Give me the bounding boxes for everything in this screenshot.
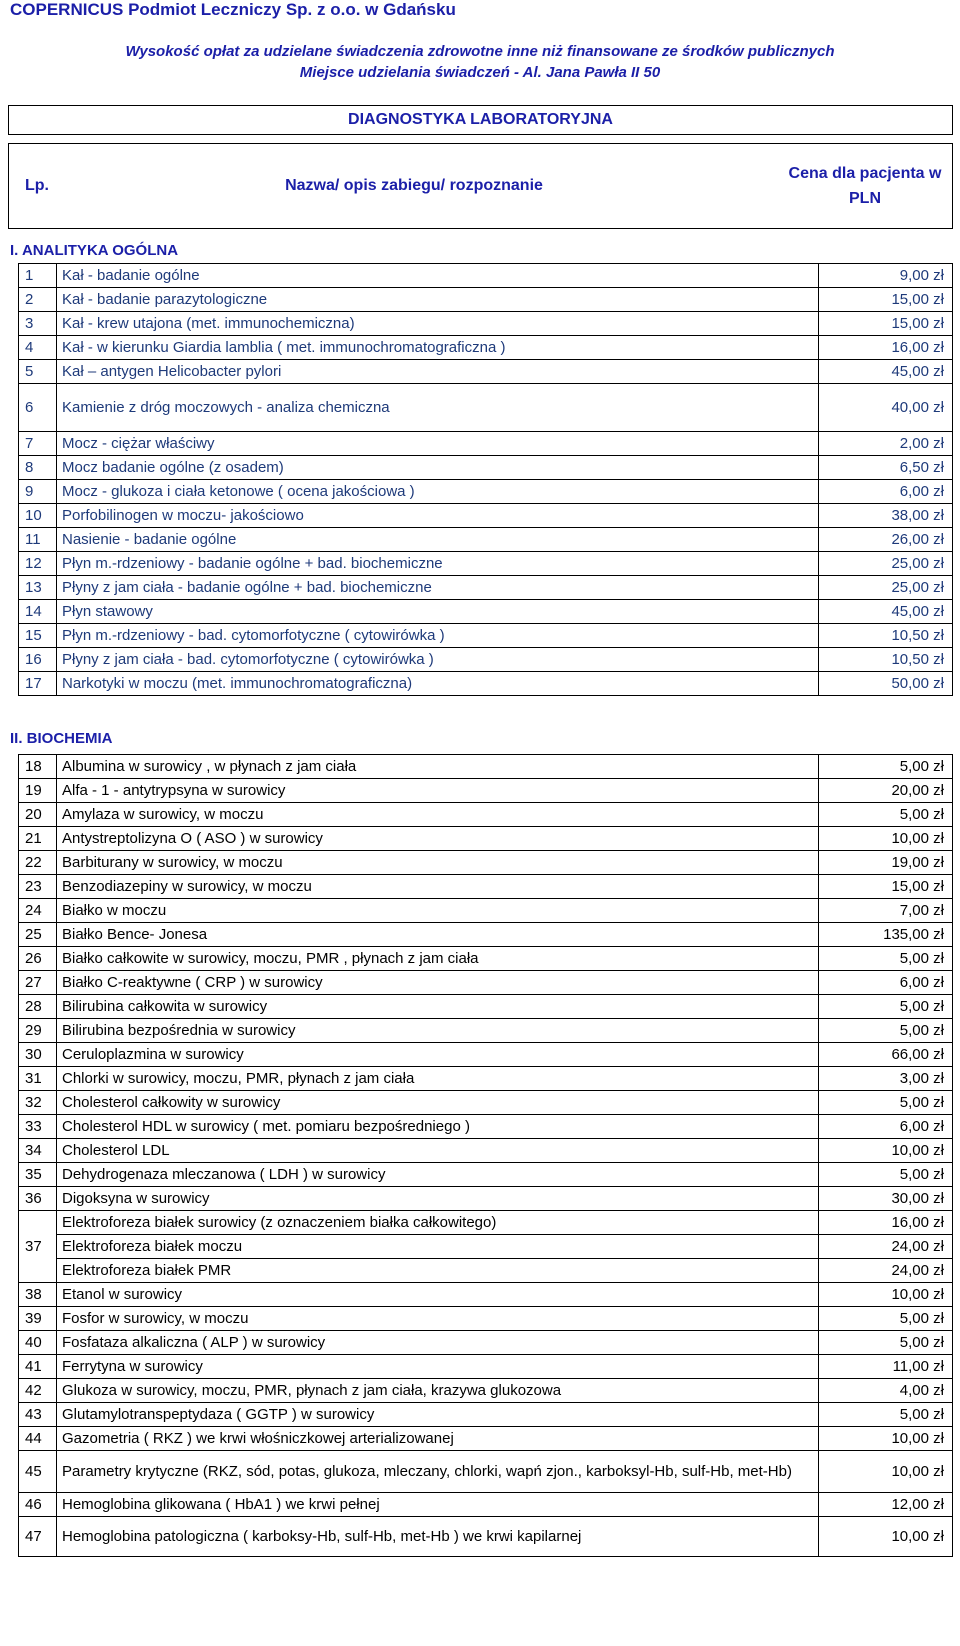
group-title-analityka: I. ANALITYKA OGÓLNA — [10, 242, 179, 259]
table-row — [19, 504, 953, 528]
row-number: 4 — [19, 336, 57, 360]
row-name: Płyny z jam ciała - bad. cytomorfotyczne ( cytowirówka ) — [57, 648, 819, 672]
table-row — [19, 1283, 953, 1307]
row-number: 23 — [19, 875, 57, 899]
row-number: 40 — [19, 1331, 57, 1355]
row-name: Kał – antygen Helicobacter pylori — [57, 360, 819, 384]
row-name: Antystreptolizyna O ( ASO ) w surowicy — [57, 827, 819, 851]
row-name: Amylaza w surowicy, w moczu — [57, 803, 819, 827]
row-number: 39 — [19, 1307, 57, 1331]
table-row — [19, 528, 953, 552]
row-name: Cholesterol LDL — [57, 1139, 819, 1163]
row-number: 38 — [19, 1283, 57, 1307]
table-row — [19, 1187, 953, 1211]
row-price: 4,00 zł — [819, 1379, 953, 1403]
row-price: 5,00 zł — [819, 1403, 953, 1427]
row-price: 135,00 zł — [819, 923, 953, 947]
row-number: 47 — [19, 1517, 57, 1557]
row-name: Białko całkowite w surowicy, moczu, PMR , płynach z jam ciała — [57, 947, 819, 971]
price-table-analityka — [18, 263, 953, 696]
row-price: 5,00 zł — [819, 947, 953, 971]
row-name: Kał - badanie parazytologiczne — [57, 288, 819, 312]
row-price: 16,00 zł — [819, 336, 953, 360]
row-price: 16,00 zł — [819, 1211, 953, 1235]
row-number: 35 — [19, 1163, 57, 1187]
row-number: 45 — [19, 1451, 57, 1493]
row-name: Digoksyna w surowicy — [57, 1187, 819, 1211]
table-row — [19, 851, 953, 875]
row-price: 15,00 zł — [819, 288, 953, 312]
row-price: 5,00 zł — [819, 1331, 953, 1355]
row-name: Bilirubina bezpośrednia w surowicy — [57, 1019, 819, 1043]
location-line: Miejsce udzielania świadczeń - Al. Jana Pawła II 50 — [299, 64, 661, 81]
row-name: Mocz badanie ogólne (z osadem) — [57, 456, 819, 480]
table-row — [19, 755, 953, 779]
table-row — [19, 360, 953, 384]
row-price: 5,00 zł — [819, 755, 953, 779]
table-row — [19, 1163, 953, 1187]
row-number: 12 — [19, 552, 57, 576]
table-row — [19, 264, 953, 288]
table-row — [19, 875, 953, 899]
row-number: 18 — [19, 755, 57, 779]
table-row — [19, 779, 953, 803]
row-number: 21 — [19, 827, 57, 851]
table-row — [19, 672, 953, 696]
row-name: Fosfor w surowicy, w moczu — [57, 1307, 819, 1331]
row-number: 5 — [19, 360, 57, 384]
row-name: Białko Bence- Jonesa — [57, 923, 819, 947]
row-price: 12,00 zł — [819, 1493, 953, 1517]
row-name: Bilirubina całkowita w surowicy — [57, 995, 819, 1019]
table-row — [19, 384, 953, 432]
row-number: 44 — [19, 1427, 57, 1451]
row-name: Etanol w surowicy — [57, 1283, 819, 1307]
row-price: 24,00 zł — [819, 1235, 953, 1259]
row-price: 5,00 zł — [819, 1163, 953, 1187]
row-price: 3,00 zł — [819, 1067, 953, 1091]
column-header-name: Nazwa/ opis zabiegu/ rozpoznanie — [285, 177, 543, 194]
table-row — [19, 1355, 953, 1379]
row-number: 46 — [19, 1493, 57, 1517]
row-number: 41 — [19, 1355, 57, 1379]
table-row — [19, 1493, 953, 1517]
row-price: 10,50 zł — [819, 624, 953, 648]
table-row — [19, 312, 953, 336]
table-row — [19, 1043, 953, 1067]
row-price: 5,00 zł — [819, 995, 953, 1019]
row-name: Cholesterol całkowity w surowicy — [57, 1091, 819, 1115]
table-row — [19, 1139, 953, 1163]
row-name: Elektroforeza białek PMR — [57, 1259, 819, 1283]
row-number: 27 — [19, 971, 57, 995]
row-number: 26 — [19, 947, 57, 971]
row-price: 26,00 zł — [819, 528, 953, 552]
row-price: 20,00 zł — [819, 779, 953, 803]
table-row — [19, 336, 953, 360]
table-row — [19, 288, 953, 312]
table-row — [19, 1307, 953, 1331]
row-name: Porfobilinogen w moczu- jakościowo — [57, 504, 819, 528]
table-row — [19, 1517, 953, 1557]
row-name: Elektroforeza białek surowicy (z oznaczeniem białka całkowitego) — [57, 1211, 819, 1235]
row-price: 40,00 zł — [819, 384, 953, 432]
table-row — [19, 432, 953, 456]
row-price: 11,00 zł — [819, 1355, 953, 1379]
row-number: 15 — [19, 624, 57, 648]
table-row — [19, 624, 953, 648]
row-number: 1 — [19, 264, 57, 288]
row-name: Białko w moczu — [57, 899, 819, 923]
row-number: 20 — [19, 803, 57, 827]
row-price: 15,00 zł — [819, 312, 953, 336]
table-row — [19, 947, 953, 971]
table-row — [19, 1211, 953, 1235]
row-price: 5,00 zł — [819, 803, 953, 827]
row-name: Ceruloplazmina w surowicy — [57, 1043, 819, 1067]
table-row — [19, 1115, 953, 1139]
row-number: 43 — [19, 1403, 57, 1427]
row-number: 31 — [19, 1067, 57, 1091]
row-name: Ferrytyna w surowicy — [57, 1355, 819, 1379]
row-price: 5,00 zł — [819, 1091, 953, 1115]
price-table-biochemia — [18, 754, 953, 1557]
row-name: Chlorki w surowicy, moczu, PMR, płynach z jam ciała — [57, 1067, 819, 1091]
row-price: 6,00 zł — [819, 971, 953, 995]
row-price: 45,00 zł — [819, 600, 953, 624]
table-row — [19, 827, 953, 851]
row-number: 2 — [19, 288, 57, 312]
row-number: 34 — [19, 1139, 57, 1163]
row-number: 29 — [19, 1019, 57, 1043]
row-price: 5,00 zł — [819, 1019, 953, 1043]
table-row — [19, 600, 953, 624]
table-row — [19, 923, 953, 947]
row-name: Albumina w surowicy , w płynach z jam ciała — [57, 755, 819, 779]
row-number: 10 — [19, 504, 57, 528]
row-number: 8 — [19, 456, 57, 480]
row-price: 2,00 zł — [819, 432, 953, 456]
row-name: Benzodiazepiny w surowicy, w moczu — [57, 875, 819, 899]
row-price: 25,00 zł — [819, 576, 953, 600]
column-header-lp: Lp. — [25, 177, 49, 194]
row-name: Nasienie - badanie ogólne — [57, 528, 819, 552]
row-price: 10,00 zł — [819, 1517, 953, 1557]
row-number: 42 — [19, 1379, 57, 1403]
table-row — [19, 1067, 953, 1091]
row-number: 28 — [19, 995, 57, 1019]
table-row — [19, 1019, 953, 1043]
table-row — [19, 803, 953, 827]
table-row — [19, 1379, 953, 1403]
row-price: 50,00 zł — [819, 672, 953, 696]
row-price: 25,00 zł — [819, 552, 953, 576]
row-number: 32 — [19, 1091, 57, 1115]
row-name: Glukoza w surowicy, moczu, PMR, płynach z jam ciała, krazywa glukozowa — [57, 1379, 819, 1403]
row-number: 36 — [19, 1187, 57, 1211]
row-number: 16 — [19, 648, 57, 672]
row-price: 10,50 zł — [819, 648, 953, 672]
row-name: Kał - badanie ogólne — [57, 264, 819, 288]
row-price: 66,00 zł — [819, 1043, 953, 1067]
row-name: Hemoglobina glikowana ( HbA1 ) we krwi pełnej — [57, 1493, 819, 1517]
table-row — [19, 1091, 953, 1115]
row-name: Płyn m.-rdzeniowy - badanie ogólne + bad. biochemiczne — [57, 552, 819, 576]
row-price: 19,00 zł — [819, 851, 953, 875]
row-number: 37 — [19, 1211, 57, 1283]
table-row — [19, 995, 953, 1019]
table-row — [19, 1259, 953, 1283]
table-row — [19, 1403, 953, 1427]
table-row — [19, 971, 953, 995]
row-name: Kał - w kierunku Giardia lamblia ( met. immunochromatograficzna ) — [57, 336, 819, 360]
row-price: 10,00 zł — [819, 1427, 953, 1451]
row-name: Mocz - glukoza i ciała ketonowe ( ocena jakościowa ) — [57, 480, 819, 504]
row-price: 6,50 zł — [819, 456, 953, 480]
row-name: Płyn stawowy — [57, 600, 819, 624]
row-number: 22 — [19, 851, 57, 875]
row-number: 19 — [19, 779, 57, 803]
column-header-price: Cena dla pacjenta w PLN — [788, 165, 942, 207]
row-number: 13 — [19, 576, 57, 600]
row-name: Parametry krytyczne (RKZ, sód, potas, glukoza, mleczany, chlorki, wapń zjon., karboksyl-Hb, sulf-Hb, met-Hb) — [57, 1451, 819, 1493]
row-name: Hemoglobina patologiczna ( karboksy-Hb, sulf-Hb, met-Hb ) we krwi kapilarnej — [57, 1517, 819, 1557]
row-name: Dehydrogenaza mleczanowa ( LDH ) w surowicy — [57, 1163, 819, 1187]
row-price: 10,00 zł — [819, 1283, 953, 1307]
row-price: 6,00 zł — [819, 480, 953, 504]
table-row — [19, 1451, 953, 1493]
row-name: Cholesterol HDL w surowicy ( met. pomiaru bezpośredniego ) — [57, 1115, 819, 1139]
row-price: 6,00 zł — [819, 1115, 953, 1139]
row-number: 6 — [19, 384, 57, 432]
row-name: Narkotyki w moczu (met. immunochromatograficzna) — [57, 672, 819, 696]
row-price: 5,00 zł — [819, 1307, 953, 1331]
row-price: 10,00 zł — [819, 1451, 953, 1493]
row-name: Płyn m.-rdzeniowy - bad. cytomorfotyczne ( cytowirówka ) — [57, 624, 819, 648]
table-row — [19, 1427, 953, 1451]
section-title: DIAGNOSTYKA LABORATORYJNA — [8, 105, 953, 135]
row-name: Alfa - 1 - antytrypsyna w surowicy — [57, 779, 819, 803]
row-name: Kał - krew utajona (met. immunochemiczna) — [57, 312, 819, 336]
document-subtitle: Wysokość opłat za udzielane świadczenia zdrowotne inne niż finansowane ze środków publicznych — [125, 43, 835, 60]
row-price: 9,00 zł — [819, 264, 953, 288]
row-number: 24 — [19, 899, 57, 923]
row-name: Kamienie z dróg moczowych - analiza chemiczna — [57, 384, 819, 432]
row-number: 17 — [19, 672, 57, 696]
row-price: 45,00 zł — [819, 360, 953, 384]
row-number: 30 — [19, 1043, 57, 1067]
row-price: 15,00 zł — [819, 875, 953, 899]
table-row — [19, 648, 953, 672]
table-row — [19, 899, 953, 923]
row-price: 7,00 zł — [819, 899, 953, 923]
row-number: 3 — [19, 312, 57, 336]
row-price: 38,00 zł — [819, 504, 953, 528]
row-name: Fosfataza alkaliczna ( ALP ) w surowicy — [57, 1331, 819, 1355]
row-number: 33 — [19, 1115, 57, 1139]
column-header — [8, 143, 953, 229]
row-name: Białko C-reaktywne ( CRP ) w surowicy — [57, 971, 819, 995]
row-name: Glutamylotranspeptydaza ( GGTP ) w surowicy — [57, 1403, 819, 1427]
row-price: 30,00 zł — [819, 1187, 953, 1211]
row-price: 10,00 zł — [819, 827, 953, 851]
table-row — [19, 480, 953, 504]
row-name: Elektroforeza białek moczu — [57, 1235, 819, 1259]
table-row — [19, 576, 953, 600]
organization-name: COPERNICUS Podmiot Leczniczy Sp. z o.o. w Gdańsku — [10, 0, 456, 19]
row-number: 14 — [19, 600, 57, 624]
row-name: Płyny z jam ciała - badanie ogólne + bad. biochemiczne — [57, 576, 819, 600]
row-price: 10,00 zł — [819, 1139, 953, 1163]
row-name: Barbiturany w surowicy, w moczu — [57, 851, 819, 875]
table-row — [19, 1331, 953, 1355]
row-price: 24,00 zł — [819, 1259, 953, 1283]
row-number: 9 — [19, 480, 57, 504]
table-row — [19, 456, 953, 480]
row-name: Gazometria ( RKZ ) we krwi włośniczkowej arterializowanej — [57, 1427, 819, 1451]
row-number: 25 — [19, 923, 57, 947]
table-row — [19, 552, 953, 576]
group-title-biochemia: II. BIOCHEMIA — [10, 730, 113, 747]
row-name: Mocz - ciężar właściwy — [57, 432, 819, 456]
row-number: 11 — [19, 528, 57, 552]
table-row — [19, 1235, 953, 1259]
row-number: 7 — [19, 432, 57, 456]
